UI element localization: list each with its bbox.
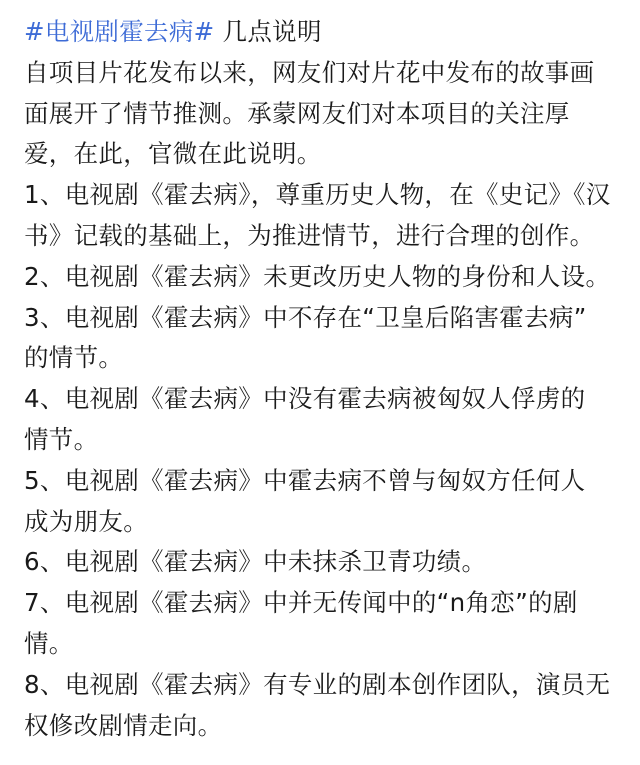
post-line-8: 的情节。 [24,343,124,373]
post-line-16: 8、电视剧《霍去病》有专业的剧本创作团队，演员无 [24,669,611,699]
post-line-10: 情节。 [24,424,99,454]
post-line-5: 书》记载的基础上，为推进情节，进行合理的创作。 [24,220,595,250]
post-line-6: 2、电视剧《霍去病》未更改历史人物的身份和人设。 [24,261,611,291]
post-line-13: 6、电视剧《霍去病》中未抹杀卫青功绩。 [24,547,487,577]
post-line-2: 面展开了情节推测。承蒙网友们对本项目的关注厚 [24,98,570,128]
post-line-12: 成为朋友。 [24,506,148,536]
post-line-14: 7、电视剧《霍去病》中并无传闻中的“n角恋”的剧 [24,588,578,618]
post-line-9: 4、电视剧《霍去病》中没有霍去病被匈奴人俘虏的 [24,384,586,414]
post-line-4: 1、电视剧《霍去病》，尊重历史人物，在《史记》《汉 [24,180,611,210]
post-title: 几点说明 [214,17,322,46]
hashtag-link[interactable]: #电视剧霍去病# [24,17,215,46]
post-line-17: 权修改剧情走向。 [24,710,223,740]
post-line-15: 情。 [24,628,74,658]
post-title-line [24,12,626,53]
post-line-11: 5、电视剧《霍去病》中霍去病不曾与匈奴方任何人 [24,465,586,495]
post-line-7: 3、电视剧《霍去病》中不存在“卫皇后陷害霍去病” [24,302,587,332]
post-line-3: 爱，在此，官微在此说明。 [24,139,322,169]
post-line-1: 自项目片花发布以来，网友们对片花中发布的故事画 [24,57,595,87]
